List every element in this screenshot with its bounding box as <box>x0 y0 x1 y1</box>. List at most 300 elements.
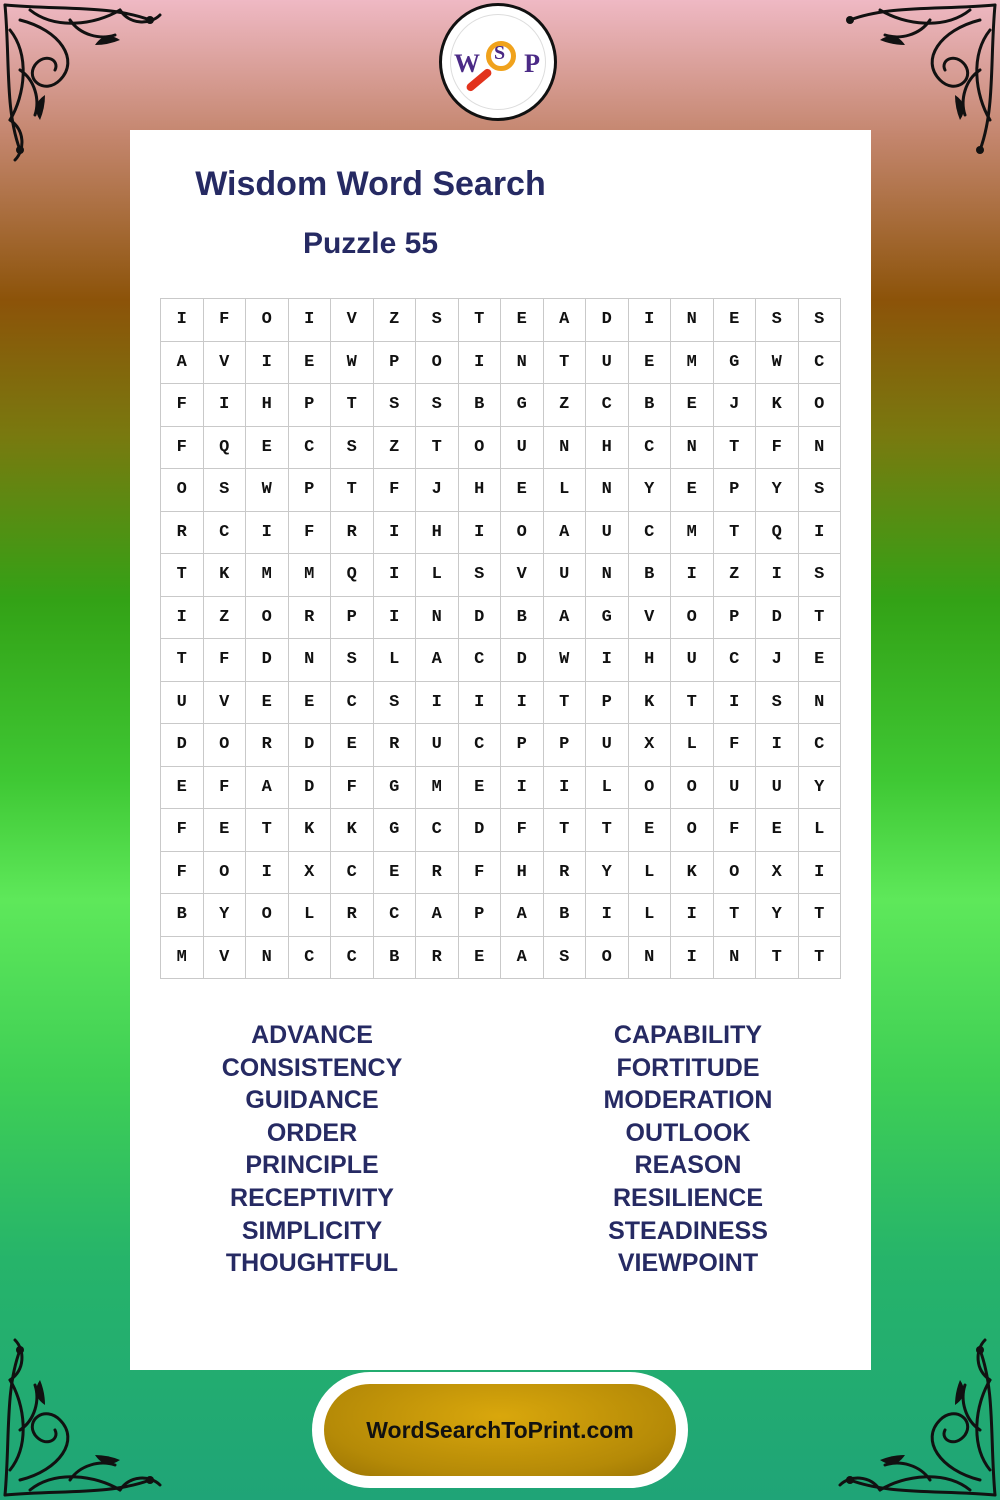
grid-cell[interactable]: I <box>628 299 671 342</box>
grid-cell[interactable]: T <box>543 681 586 724</box>
grid-cell[interactable]: X <box>628 724 671 767</box>
grid-cell[interactable]: G <box>373 766 416 809</box>
grid-cell[interactable]: T <box>798 936 841 979</box>
grid-cell[interactable]: F <box>161 426 204 469</box>
grid-cell[interactable]: H <box>458 469 501 512</box>
grid-cell[interactable]: O <box>671 596 714 639</box>
grid-cell[interactable]: R <box>416 936 459 979</box>
grid-cell[interactable]: N <box>628 936 671 979</box>
grid-cell[interactable]: R <box>416 851 459 894</box>
grid-cell[interactable]: D <box>501 639 544 682</box>
grid-cell[interactable]: U <box>586 341 629 384</box>
grid-cell[interactable]: K <box>756 384 799 427</box>
grid-cell[interactable]: O <box>798 384 841 427</box>
grid-cell[interactable]: E <box>501 299 544 342</box>
grid-cell[interactable]: I <box>671 936 714 979</box>
grid-cell[interactable]: V <box>203 681 246 724</box>
word-list-item: REASON <box>634 1151 742 1180</box>
grid-cell[interactable]: F <box>713 809 756 852</box>
page-title: Wisdom Word Search <box>195 165 546 203</box>
grid-cell[interactable]: P <box>713 469 756 512</box>
word-list-item: CAPABILITY <box>613 1021 763 1049</box>
grid-cell[interactable]: I <box>501 681 544 724</box>
grid-cell[interactable]: I <box>161 299 204 342</box>
grid-cell[interactable]: T <box>713 894 756 937</box>
grid-cell[interactable]: S <box>798 469 841 512</box>
grid-cell[interactable]: T <box>543 341 586 384</box>
grid-cell[interactable]: D <box>288 724 331 767</box>
grid-cell[interactable]: U <box>586 511 629 554</box>
grid-cell[interactable]: I <box>458 511 501 554</box>
grid-cell[interactable]: V <box>203 936 246 979</box>
word-list-item: ADVANCE <box>251 1021 373 1049</box>
grid-cell[interactable]: D <box>458 596 501 639</box>
grid-cell[interactable]: N <box>586 554 629 597</box>
grid-cell[interactable]: C <box>416 809 459 852</box>
grid-row <box>161 894 841 937</box>
site-link-button[interactable] <box>324 1384 676 1476</box>
grid-cell[interactable]: T <box>161 554 204 597</box>
grid-cell[interactable]: I <box>288 299 331 342</box>
grid-cell[interactable]: P <box>713 596 756 639</box>
puzzle-number: Puzzle 55 <box>302 227 439 260</box>
grid-cell[interactable]: F <box>288 511 331 554</box>
grid-cell[interactable]: E <box>203 809 246 852</box>
grid-cell[interactable]: B <box>373 936 416 979</box>
grid-cell[interactable]: E <box>671 384 714 427</box>
grid-cell[interactable]: A <box>543 596 586 639</box>
grid-cell[interactable]: C <box>331 681 374 724</box>
grid-cell[interactable]: T <box>798 596 841 639</box>
grid-cell[interactable]: E <box>331 724 374 767</box>
grid-row <box>161 936 841 979</box>
grid-cell[interactable]: G <box>713 341 756 384</box>
grid-cell[interactable]: G <box>373 809 416 852</box>
grid-cell[interactable]: M <box>671 511 714 554</box>
grid-cell[interactable]: E <box>246 426 289 469</box>
grid-cell[interactable]: B <box>161 894 204 937</box>
grid-cell[interactable]: E <box>373 851 416 894</box>
grid-cell[interactable]: R <box>246 724 289 767</box>
grid-cell[interactable]: L <box>628 894 671 937</box>
grid-cell[interactable]: T <box>543 809 586 852</box>
grid-cell[interactable]: I <box>246 511 289 554</box>
grid-cell[interactable]: H <box>586 426 629 469</box>
grid-cell[interactable]: E <box>756 809 799 852</box>
grid-cell[interactable]: I <box>373 511 416 554</box>
word-list-item: FORTITUDE <box>616 1053 760 1082</box>
grid-cell[interactable]: V <box>501 554 544 597</box>
grid-row <box>161 724 841 767</box>
grid-cell[interactable]: F <box>373 469 416 512</box>
grid-cell[interactable]: M <box>288 554 331 597</box>
grid-cell[interactable]: U <box>713 766 756 809</box>
grid-cell[interactable]: E <box>288 341 331 384</box>
grid-cell[interactable]: U <box>416 724 459 767</box>
grid-cell[interactable]: M <box>161 936 204 979</box>
grid-cell[interactable]: O <box>458 426 501 469</box>
grid-cell[interactable]: C <box>288 426 331 469</box>
grid-cell[interactable]: B <box>501 596 544 639</box>
grid-cell[interactable]: I <box>756 724 799 767</box>
grid-cell[interactable]: O <box>246 596 289 639</box>
word-list-item: THOUGHTFUL <box>225 1249 399 1278</box>
grid-cell[interactable]: C <box>331 851 374 894</box>
grid-cell[interactable]: Z <box>543 384 586 427</box>
grid-cell[interactable]: A <box>501 894 544 937</box>
grid-cell[interactable]: N <box>246 936 289 979</box>
grid-cell[interactable]: I <box>501 766 544 809</box>
word-list-item: CONSISTENCY <box>221 1053 403 1082</box>
grid-row <box>161 469 841 512</box>
grid-cell[interactable]: N <box>798 681 841 724</box>
grid-cell[interactable]: X <box>756 851 799 894</box>
grid-cell[interactable]: W <box>543 639 586 682</box>
grid-cell[interactable]: T <box>246 809 289 852</box>
grid-cell[interactable]: C <box>713 639 756 682</box>
grid-row <box>161 766 841 809</box>
grid-cell[interactable]: O <box>203 724 246 767</box>
grid-cell[interactable]: Y <box>756 469 799 512</box>
word-list-item: MODERATION <box>603 1086 773 1115</box>
footer-badge[interactable] <box>312 1372 688 1488</box>
grid-cell[interactable]: F <box>458 851 501 894</box>
grid-cell[interactable]: F <box>203 639 246 682</box>
grid-row <box>161 596 841 639</box>
grid-cell[interactable]: E <box>458 936 501 979</box>
grid-cell[interactable]: P <box>331 596 374 639</box>
grid-cell[interactable]: R <box>288 596 331 639</box>
grid-cell[interactable]: C <box>628 511 671 554</box>
grid-cell[interactable]: T <box>331 469 374 512</box>
grid-cell[interactable]: D <box>756 596 799 639</box>
grid-cell[interactable]: O <box>586 936 629 979</box>
grid-cell[interactable]: H <box>628 639 671 682</box>
grid-cell[interactable]: H <box>501 851 544 894</box>
word-list-item: RECEPTIVITY <box>230 1183 394 1212</box>
grid-cell[interactable]: S <box>331 639 374 682</box>
grid-cell[interactable]: I <box>246 341 289 384</box>
grid-cell[interactable]: N <box>713 936 756 979</box>
grid-cell[interactable]: O <box>671 809 714 852</box>
grid-cell[interactable]: A <box>416 894 459 937</box>
grid-cell[interactable]: F <box>161 384 204 427</box>
grid-cell[interactable]: T <box>416 426 459 469</box>
grid-cell[interactable]: V <box>203 341 246 384</box>
grid-cell[interactable]: C <box>288 936 331 979</box>
grid-cell[interactable]: I <box>246 851 289 894</box>
grid-cell[interactable]: O <box>671 766 714 809</box>
grid-cell[interactable]: R <box>331 511 374 554</box>
grid-cell[interactable]: O <box>416 341 459 384</box>
word-list-item: STEADINESS <box>608 1216 768 1245</box>
grid-row <box>161 384 841 427</box>
grid-cell[interactable]: L <box>671 724 714 767</box>
grid-cell[interactable]: M <box>246 554 289 597</box>
grid-cell[interactable]: A <box>543 511 586 554</box>
grid-cell[interactable]: P <box>373 341 416 384</box>
grid-cell[interactable]: E <box>246 681 289 724</box>
grid-cell[interactable]: V <box>628 596 671 639</box>
grid-cell[interactable]: B <box>543 894 586 937</box>
grid-cell[interactable]: C <box>458 724 501 767</box>
grid-cell[interactable]: Y <box>798 766 841 809</box>
grid-cell[interactable]: C <box>373 894 416 937</box>
grid-cell[interactable]: K <box>288 809 331 852</box>
grid-row <box>161 851 841 894</box>
grid-cell[interactable]: K <box>203 554 246 597</box>
grid-row <box>161 681 841 724</box>
word-list-item: RESILIENCE <box>612 1183 764 1212</box>
grid-cell[interactable]: P <box>458 894 501 937</box>
grid-cell[interactable]: D <box>161 724 204 767</box>
grid-cell[interactable]: R <box>373 724 416 767</box>
grid-cell[interactable]: D <box>586 299 629 342</box>
grid-cell[interactable]: U <box>756 766 799 809</box>
grid-cell[interactable]: Q <box>331 554 374 597</box>
grid-cell[interactable]: U <box>501 426 544 469</box>
site-link-text: WordSearchToPrint.com <box>366 1416 634 1443</box>
grid-cell[interactable]: J <box>756 639 799 682</box>
grid-cell[interactable]: W <box>246 469 289 512</box>
grid-cell[interactable]: I <box>458 341 501 384</box>
grid-cell[interactable]: I <box>586 894 629 937</box>
grid-cell[interactable]: V <box>331 299 374 342</box>
grid-cell[interactable]: T <box>458 299 501 342</box>
grid-cell[interactable]: S <box>756 299 799 342</box>
word-list-item: OUTLOOK <box>625 1118 751 1147</box>
grid-cell[interactable]: E <box>288 681 331 724</box>
grid-cell[interactable]: X <box>288 851 331 894</box>
grid-cell[interactable]: D <box>288 766 331 809</box>
grid-cell[interactable]: P <box>288 384 331 427</box>
grid-cell[interactable]: E <box>671 469 714 512</box>
grid-row <box>161 554 841 597</box>
grid-cell[interactable]: A <box>543 299 586 342</box>
grid-cell[interactable]: C <box>203 511 246 554</box>
grid-cell[interactable]: L <box>798 809 841 852</box>
grid-cell[interactable]: R <box>161 511 204 554</box>
grid-cell[interactable]: P <box>543 724 586 767</box>
grid-cell[interactable]: K <box>671 851 714 894</box>
grid-cell[interactable]: O <box>246 894 289 937</box>
grid-cell[interactable]: R <box>543 851 586 894</box>
grid-cell[interactable]: L <box>628 851 671 894</box>
grid-cell[interactable]: S <box>203 469 246 512</box>
grid-row <box>161 341 841 384</box>
grid-cell[interactable]: N <box>586 469 629 512</box>
grid-cell[interactable]: L <box>416 554 459 597</box>
grid-cell[interactable]: E <box>501 469 544 512</box>
grid-cell[interactable]: T <box>586 809 629 852</box>
grid-cell[interactable]: S <box>458 554 501 597</box>
grid-cell[interactable]: U <box>671 639 714 682</box>
grid-cell[interactable]: C <box>798 341 841 384</box>
grid-cell[interactable]: E <box>161 766 204 809</box>
grid-cell[interactable]: I <box>798 511 841 554</box>
grid-cell[interactable]: A <box>501 936 544 979</box>
grid-cell[interactable]: N <box>798 426 841 469</box>
grid-cell[interactable]: N <box>288 639 331 682</box>
grid-cell[interactable]: I <box>798 851 841 894</box>
logo-letter-w: W <box>454 49 480 78</box>
grid-cell[interactable]: G <box>501 384 544 427</box>
grid-cell[interactable]: A <box>416 639 459 682</box>
grid-cell[interactable]: M <box>671 341 714 384</box>
grid-cell[interactable]: Z <box>713 554 756 597</box>
grid-cell[interactable]: E <box>458 766 501 809</box>
grid-cell[interactable]: I <box>671 554 714 597</box>
grid-cell[interactable]: T <box>713 426 756 469</box>
grid-cell[interactable]: S <box>373 681 416 724</box>
grid-cell[interactable]: N <box>671 426 714 469</box>
grid-cell[interactable]: F <box>501 809 544 852</box>
grid-row <box>161 299 841 342</box>
grid-cell[interactable]: F <box>203 299 246 342</box>
grid-cell[interactable]: Q <box>203 426 246 469</box>
grid-cell[interactable]: U <box>543 554 586 597</box>
grid-cell[interactable]: I <box>671 894 714 937</box>
grid-cell[interactable]: I <box>586 639 629 682</box>
grid-cell[interactable]: I <box>373 554 416 597</box>
grid-cell[interactable]: N <box>543 426 586 469</box>
grid-cell[interactable]: O <box>246 299 289 342</box>
word-list-left <box>162 1019 462 1280</box>
grid-cell[interactable]: B <box>628 384 671 427</box>
grid-cell[interactable]: S <box>331 426 374 469</box>
word-list-item: PRINCIPLE <box>245 1151 379 1180</box>
grid-cell[interactable]: U <box>586 724 629 767</box>
grid-cell[interactable]: M <box>416 766 459 809</box>
grid-cell[interactable]: E <box>798 639 841 682</box>
grid-cell[interactable]: H <box>416 511 459 554</box>
grid-cell[interactable]: J <box>713 384 756 427</box>
grid-cell[interactable]: Z <box>373 299 416 342</box>
grid-cell[interactable]: F <box>161 809 204 852</box>
grid-cell[interactable]: A <box>246 766 289 809</box>
grid-cell[interactable]: T <box>756 936 799 979</box>
letter-grid[interactable] <box>160 298 841 979</box>
grid-cell[interactable]: L <box>373 639 416 682</box>
grid-cell[interactable]: W <box>756 341 799 384</box>
grid-cell[interactable]: C <box>798 724 841 767</box>
grid-cell[interactable]: Y <box>628 469 671 512</box>
grid-cell[interactable]: I <box>713 681 756 724</box>
grid-cell[interactable]: W <box>331 341 374 384</box>
grid-cell[interactable]: U <box>161 681 204 724</box>
grid-cell[interactable]: O <box>501 511 544 554</box>
grid-cell[interactable]: B <box>628 554 671 597</box>
grid-cell[interactable]: O <box>628 766 671 809</box>
grid-cell[interactable]: N <box>416 596 459 639</box>
grid-cell[interactable]: Y <box>756 894 799 937</box>
grid-cell[interactable]: F <box>756 426 799 469</box>
grid-cell[interactable]: P <box>288 469 331 512</box>
grid-cell[interactable]: R <box>331 894 374 937</box>
grid-cell[interactable]: O <box>713 851 756 894</box>
grid-cell[interactable]: D <box>458 809 501 852</box>
grid-cell[interactable]: N <box>501 341 544 384</box>
grid-cell[interactable]: I <box>161 596 204 639</box>
grid-cell[interactable]: C <box>628 426 671 469</box>
grid-cell[interactable]: Z <box>203 596 246 639</box>
grid-cell[interactable]: I <box>458 681 501 724</box>
word-list-right <box>538 1019 838 1280</box>
grid-cell[interactable]: Y <box>586 851 629 894</box>
word-list-item: GUIDANCE <box>245 1086 379 1115</box>
grid-cell[interactable]: Q <box>756 511 799 554</box>
grid-cell[interactable]: J <box>416 469 459 512</box>
grid-cell[interactable]: F <box>331 766 374 809</box>
grid-row <box>161 639 841 682</box>
grid-cell[interactable]: G <box>586 596 629 639</box>
grid-cell[interactable]: H <box>246 384 289 427</box>
grid-cell[interactable]: E <box>628 341 671 384</box>
grid-cell[interactable]: Y <box>203 894 246 937</box>
grid-cell[interactable]: B <box>458 384 501 427</box>
grid-cell[interactable]: E <box>713 299 756 342</box>
grid-cell[interactable]: F <box>713 724 756 767</box>
grid-cell[interactable]: F <box>203 766 246 809</box>
grid-cell[interactable]: C <box>586 384 629 427</box>
grid-cell[interactable]: S <box>416 384 459 427</box>
grid-cell[interactable]: K <box>628 681 671 724</box>
grid-cell[interactable]: C <box>458 639 501 682</box>
grid-cell[interactable]: S <box>798 554 841 597</box>
grid-cell[interactable]: L <box>288 894 331 937</box>
grid-cell[interactable]: E <box>628 809 671 852</box>
grid-cell[interactable]: C <box>331 936 374 979</box>
grid-row <box>161 426 841 469</box>
wsp-logo[interactable] <box>439 3 557 121</box>
grid-cell[interactable]: S <box>798 299 841 342</box>
grid-cell[interactable]: T <box>331 384 374 427</box>
grid-cell[interactable]: T <box>713 511 756 554</box>
grid-cell[interactable]: I <box>203 384 246 427</box>
grid-cell[interactable]: I <box>756 554 799 597</box>
grid-cell[interactable]: S <box>543 936 586 979</box>
grid-cell[interactable]: L <box>586 766 629 809</box>
grid-cell[interactable]: A <box>161 341 204 384</box>
word-list-item: SIMPLICITY <box>241 1216 383 1245</box>
word-list-item: VIEWPOINT <box>617 1249 759 1278</box>
grid-cell[interactable]: Z <box>373 426 416 469</box>
grid-cell[interactable]: O <box>203 851 246 894</box>
grid-cell[interactable]: D <box>246 639 289 682</box>
grid-cell[interactable]: I <box>543 766 586 809</box>
grid-row <box>161 809 841 852</box>
grid-cell[interactable]: T <box>161 639 204 682</box>
grid-cell[interactable]: P <box>501 724 544 767</box>
grid-cell[interactable]: K <box>331 809 374 852</box>
grid-cell[interactable]: O <box>161 469 204 512</box>
logo-letter-s: S <box>494 42 506 64</box>
grid-cell[interactable]: L <box>543 469 586 512</box>
logo-letter-p: P <box>524 49 540 78</box>
grid-cell[interactable]: I <box>373 596 416 639</box>
grid-cell[interactable]: S <box>416 299 459 342</box>
grid-cell[interactable]: N <box>671 299 714 342</box>
word-list-item: ORDER <box>266 1118 358 1147</box>
grid-cell[interactable]: P <box>586 681 629 724</box>
grid-cell[interactable]: S <box>373 384 416 427</box>
grid-row <box>161 511 841 554</box>
grid-cell[interactable]: T <box>798 894 841 937</box>
grid-cell[interactable]: T <box>671 681 714 724</box>
grid-cell[interactable]: F <box>161 851 204 894</box>
grid-cell[interactable]: I <box>416 681 459 724</box>
grid-cell[interactable]: S <box>756 681 799 724</box>
